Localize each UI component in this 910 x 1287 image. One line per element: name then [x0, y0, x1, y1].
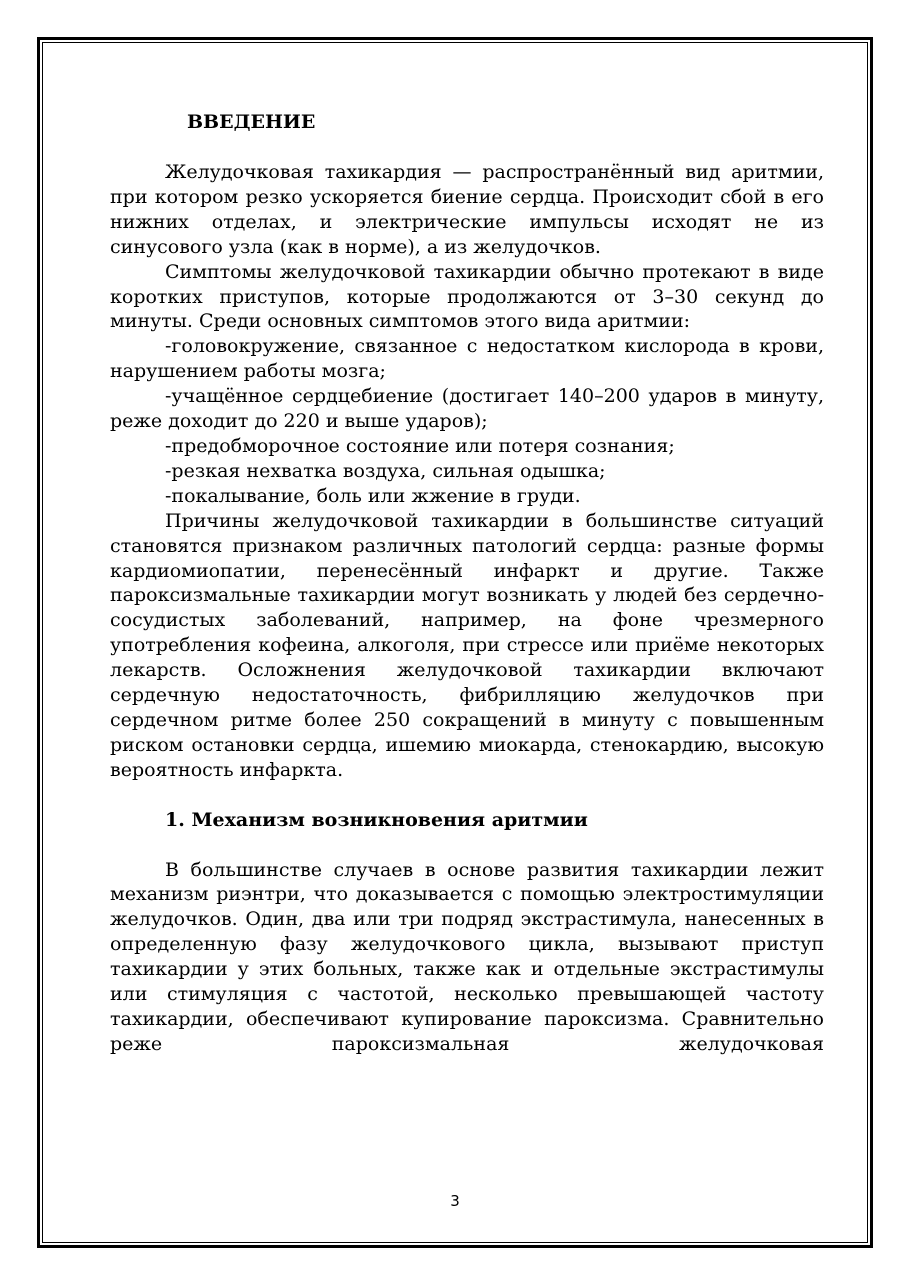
symptom-item-5: -покалывание, боль или жжение в груди. [165, 484, 581, 507]
spacer [110, 783, 824, 808]
spacer [110, 135, 824, 160]
page-number: 3 [450, 1192, 460, 1210]
spacer [110, 833, 824, 858]
mechanism-paragraph: В большинстве случаев в основе развития тахикардии лежит механизм риэнтри, что доказывается с помощью электростимуляции желудочков. Один, два или три подряд экстрастимула, нанесенных в определенную фазу желудочкового цикла, вызывают приступ тахикардии у этих больных, также как и отдельные экстрастимулы или стимуляция с частотой, несколько превышающей частоту тахикардии, обеспечивают купирование пароксизма. Сравнительно реже пароксизмальная желудочковая [110, 858, 824, 1055]
intro-paragraph-1: Желудочковая тахикардия — распространённый вид аритмии, при котором резко ускоряется биение сердца. Происходит сбой в его нижних отделах, и электрические импульсы исходят не из синусового узла (как в норме), а из желудочков. [110, 161, 824, 258]
symptom-item-1: -головокружение, связанное с недостатком кислорода в крови, нарушением работы мозга; [110, 335, 824, 383]
document-body [110, 110, 824, 1057]
section-heading-mechanism: 1. Механизм возникновения аритмии [165, 808, 588, 831]
causes-paragraph: Причины желудочковой тахикардии в большинстве ситуаций становятся признаком различных патологий сердца: разные формы кардиомиопатии, перенесённый инфаркт и другие. Также пароксизмальные тахикардии могут возникать у людей без сердечно-сосудистых заболеваний, например, на фоне чрезмерного употребления кофеина, алкоголя, при стрессе или приёме некоторых лекарств. Осложнения желудочковой тахикардии включают сердечную недостаточность, фибрилляцию желудочков при сердечном ритме более 250 сокращений в минуту с повышенным риском остановки сердца, ишемию миокарда, стенокардию, высокую вероятность инфаркта. [110, 509, 824, 781]
symptom-item-2: -учащённое сердцебиение (достигает 140–200 ударов в минуту, реже доходит до 220 и выше ударов); [110, 385, 824, 433]
intro-paragraph-2: Симптомы желудочковой тахикардии обычно протекают в виде коротких приступов, которые продолжаются от 3–30 секунд до минуты. Среди основных симптомов этого вида аритмии: [110, 260, 824, 333]
symptom-item-4: -резкая нехватка воздуха, сильная одышка; [165, 459, 606, 482]
symptom-item-3: -предобморочное состояние или потеря сознания; [165, 434, 675, 457]
introduction-heading: ВВЕДЕНИЕ [187, 111, 316, 133]
